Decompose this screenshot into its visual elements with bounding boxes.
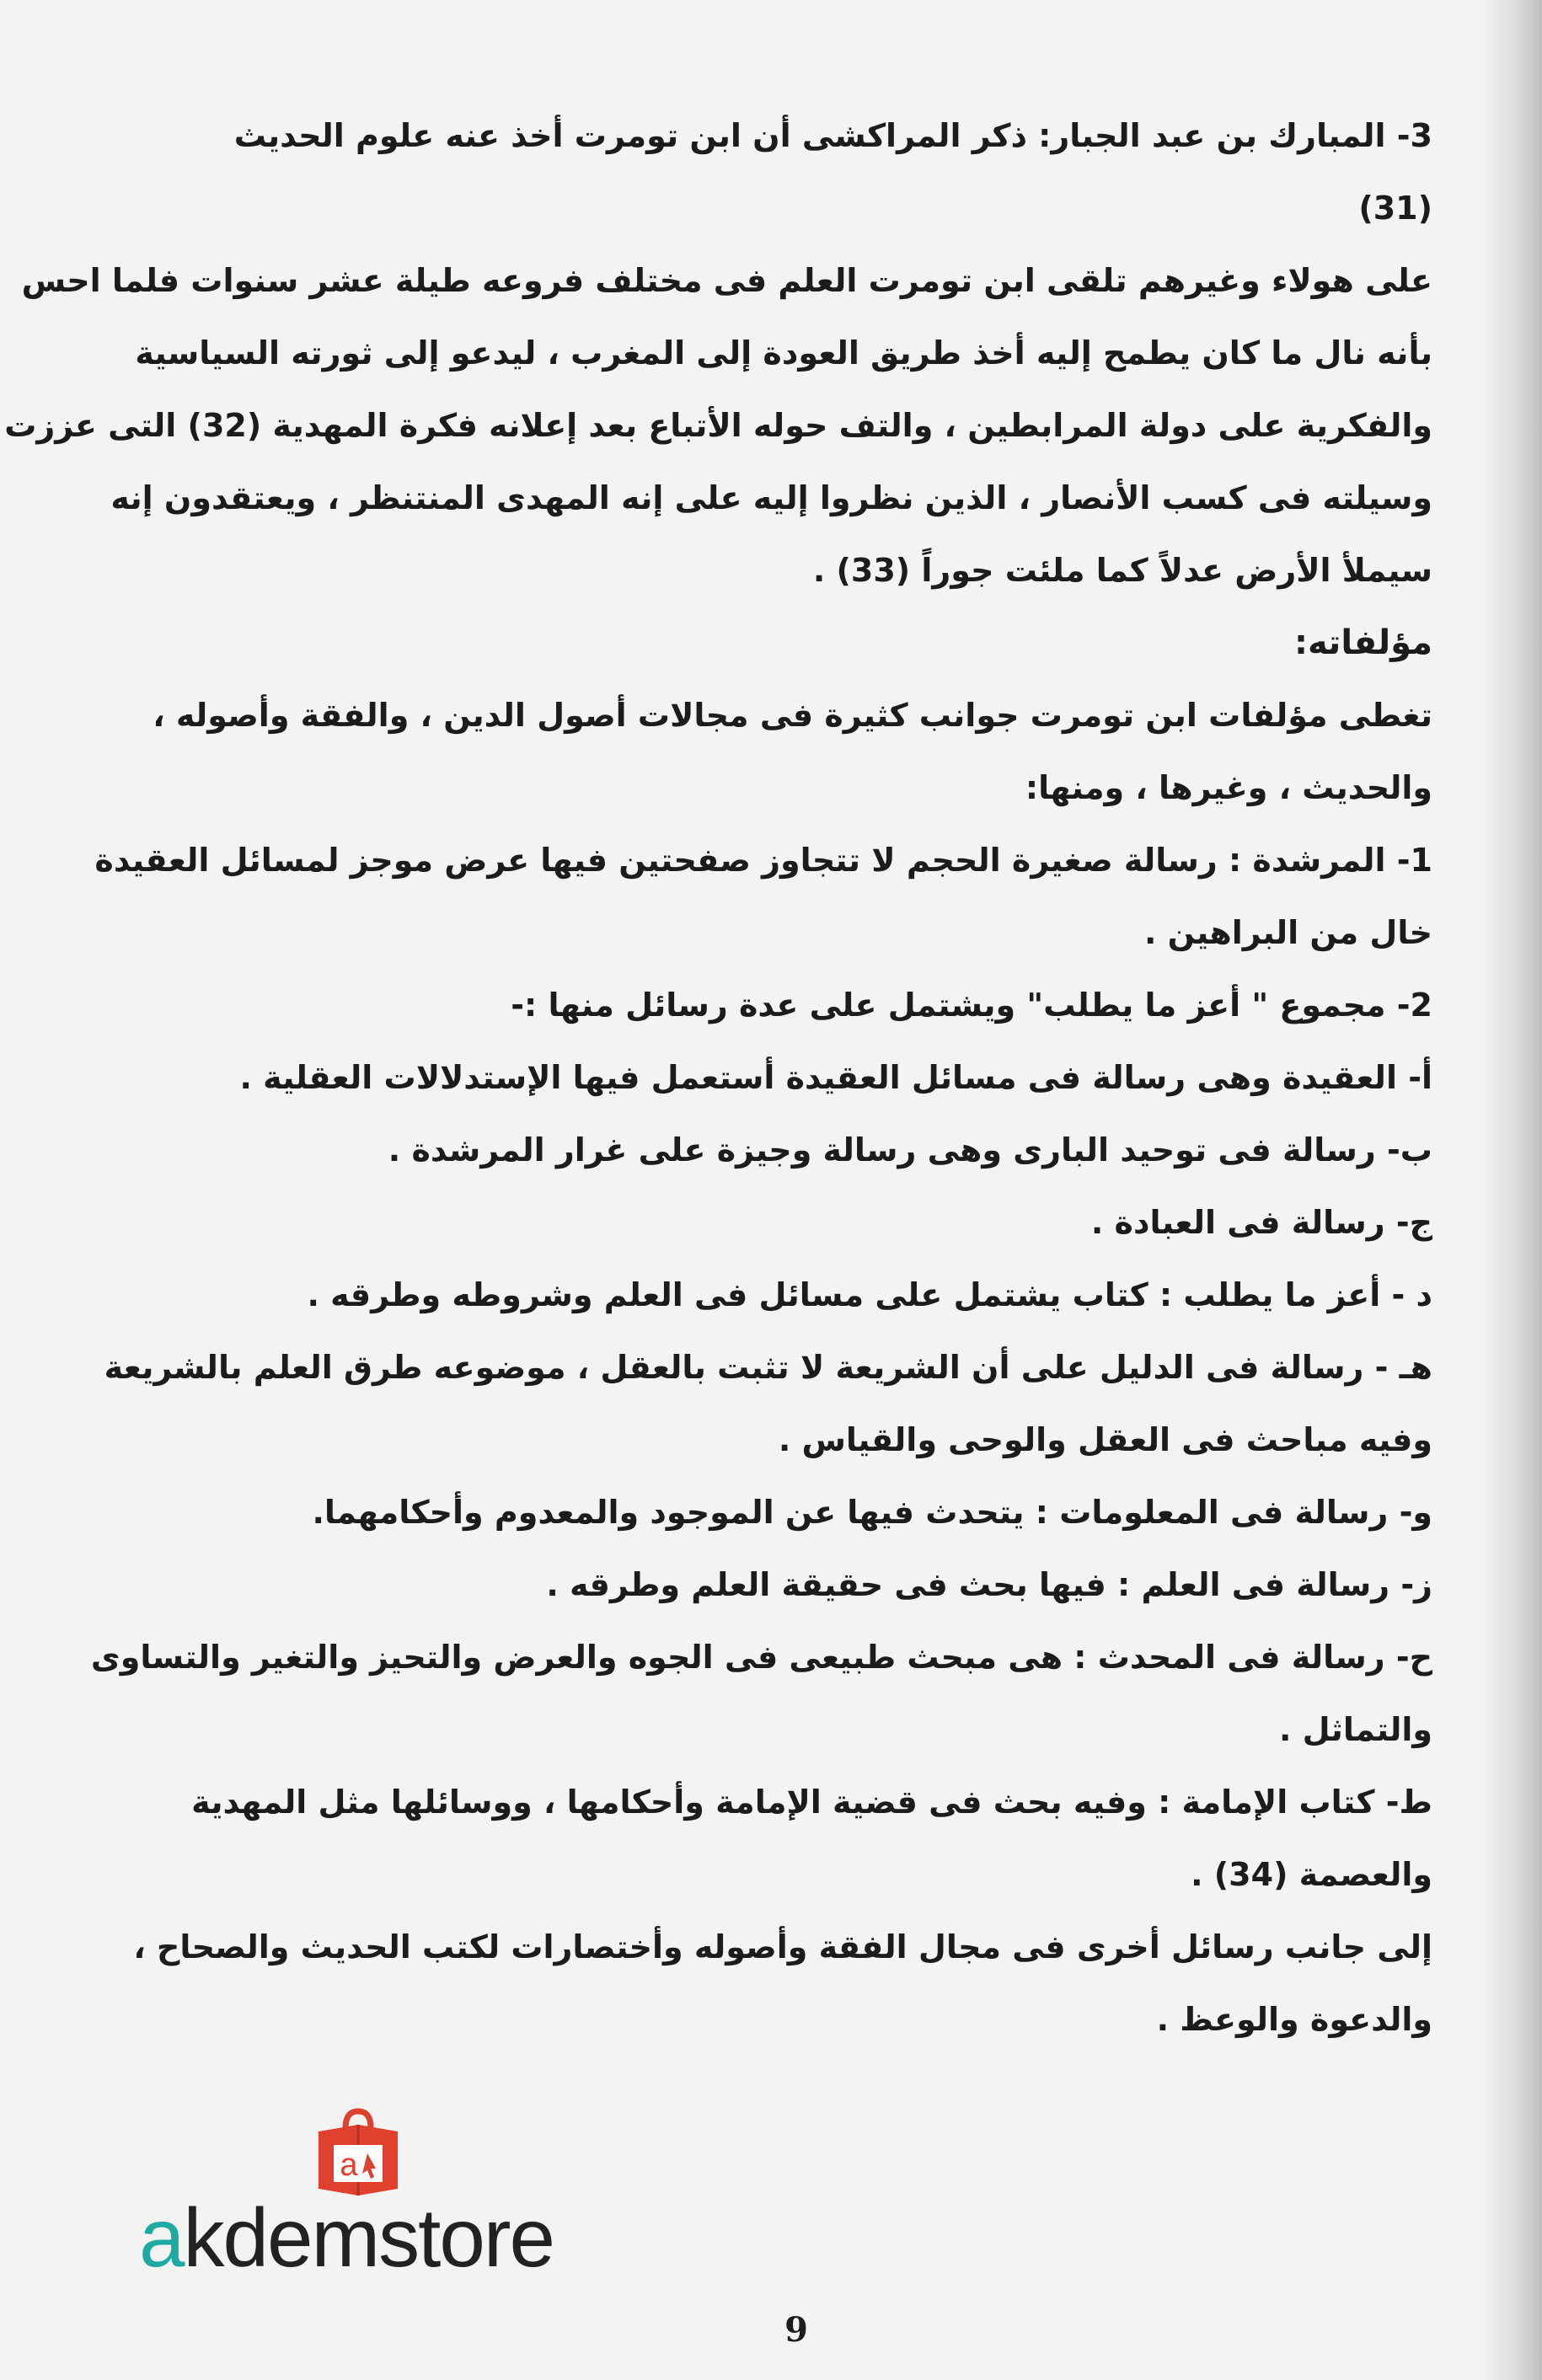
sub-item-dal: د - أعز ما يطلب : كتاب يشتمل على مسائل فى العلم وشروطه وطرقه . (307, 1276, 1432, 1313)
text-line-19: وفيه مباحث فى العقل والوحى والقياس . (778, 1421, 1432, 1458)
text-line-4: بأنه نال ما كان يطمح إليه أخذ طريق العودة إلى المغرب ، ليدعو إلى ثورته السياسية (135, 334, 1432, 372)
text-line-2: (31) (1358, 190, 1432, 227)
document-body (4, 99, 1432, 2056)
sub-item-ha: هـ - رسالة فى الدليل على أن الشريعة لا تثبت بالعقل ، موضوعه طرق العلم بالشريعة (104, 1349, 1432, 1386)
text-line-27: والدعوة والوعظ . (1156, 2001, 1432, 2038)
text-line-10: والحديث ، وغيرها ، ومنها: (1025, 769, 1432, 806)
sub-item-ha2: ح- رسالة فى المحدث : هى مبحث طبيعى فى الجوه والعرض والتحيز والتغير والتساوى (90, 1639, 1432, 1676)
text-line-5: والفكرية على دولة المرابطين ، والتف حوله الأتباع بعد إعلانه فكرة المهدية (32) التى عززت (4, 407, 1432, 444)
page-number: 9 (784, 2310, 808, 2350)
text-line-25: والعصمة (34) . (1191, 1856, 1432, 1893)
list-item-1: 1- المرشدة : رسالة صغيرة الحجم لا تتجاوز صفحتين فيها عرض موجز لمسائل العقيدة (94, 842, 1432, 879)
section-heading: مؤلفاته: (1294, 623, 1432, 662)
text-line-7: سيملأ الأرض عدلاً كما ملئت جوراً (33) . (812, 552, 1432, 589)
sub-item-jim: ج- رسالة فى العبادة . (1090, 1204, 1432, 1241)
sub-item-alef: أ- العقيدة وهى رسالة فى مسائل العقيدة أستعمل فيها الإستدلالات العقلية . (239, 1059, 1432, 1096)
logo-wordmark (139, 2190, 554, 2286)
sub-item-ta: ط- كتاب الإمامة : وفيه بحث فى قضية الإمامة وأحكامها ، ووسائلها مثل المهدية (191, 1784, 1432, 1821)
logo-wordmark-a: a (139, 2191, 184, 2284)
akdemstore-logo (139, 2106, 577, 2284)
text-line-26: إلى جانب رسائل أخرى فى مجال الفقة وأصوله وأختصارات لكتب الحديث والصحاح ، (133, 1928, 1432, 1966)
text-line-23: والتماثل . (1278, 1711, 1432, 1748)
sub-item-zay: ز- رسالة فى العلم : فيها بحث فى حقيقة العلم وطرقه . (546, 1566, 1432, 1603)
logo-icon-letter: a (340, 2147, 358, 2183)
logo-wordmark-rest: kdemstore (183, 2191, 554, 2284)
page-edge-shadow (1483, 0, 1542, 2380)
sub-item-ba: ب- رسالة فى توحيد البارى وهى رسالة وجيزة على غرار المرشدة . (388, 1131, 1432, 1169)
text-line-6: وسيلته فى كسب الأنصار ، الذين نظروا إليه على إنه المهدى المنتنظر ، ويعتقدون إنه (110, 479, 1432, 516)
text-line-9: تغطى مؤلفات ابن تومرت جوانب كثيرة فى مجالات أصول الدين ، والفقة وأصوله ، (153, 697, 1432, 734)
text-line-1: 3- المبارك بن عبد الجبار: ذكر المراكشى أن ابن تومرت أخذ عنه علوم الحديث (233, 117, 1432, 154)
sub-item-waw: و- رسالة فى المعلومات : يتحدث فيها عن الموجود والمعدوم وأحكامهما. (312, 1494, 1432, 1531)
text-line-12: خال من البراهين . (1144, 914, 1432, 951)
book-bag-icon (312, 2106, 404, 2199)
text-line-3: على هولاء وغيرهم تلقى ابن تومرت العلم فى مختلف فروعه طيلة عشر سنوات فلما احس (21, 262, 1432, 299)
list-item-2: 2- مجموع " أعز ما يطلب" ويشتمل على عدة رسائل منها :- (511, 987, 1432, 1024)
